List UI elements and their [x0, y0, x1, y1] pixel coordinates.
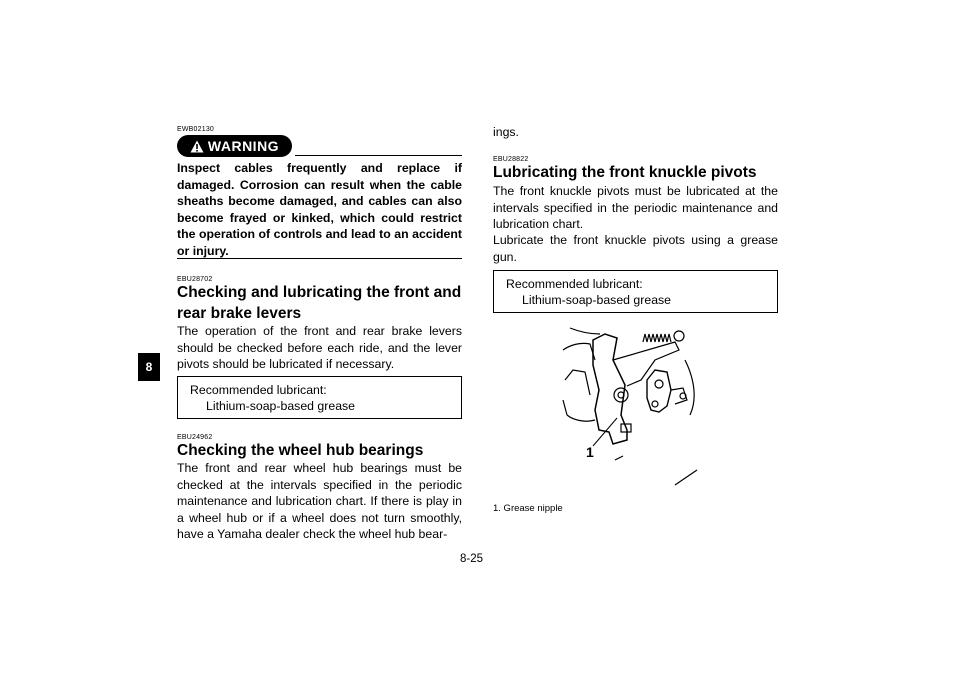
warning-code: EWB02130	[177, 126, 215, 133]
page-number: 8-25	[460, 553, 484, 565]
warning-header	[177, 135, 462, 157]
brake-lubricant-label: Recommended lubricant:	[190, 383, 327, 397]
knuckle-lubricant-box	[493, 270, 778, 313]
knuckle-lubricant-label: Recommended lubricant:	[506, 277, 643, 291]
knuckle-pivot-illustration	[555, 320, 705, 495]
hub-section-text: The front and rear wheel hub bearings must be checked at the intervals specified in the periodic maintenance and lubrication chart. If there is play in a wheel hub or if a wheel does not turn smoothly, have a Yamaha dealer check the wheel hub bear-	[177, 461, 462, 541]
hub-section-title: Checking the wheel hub bearings	[177, 442, 424, 459]
warning-rule	[295, 155, 462, 156]
warning-triangle-icon	[190, 140, 204, 153]
knuckle-section-title: Lubricating the front knuckle pivots	[493, 164, 757, 181]
knuckle-section-text-2: Lubricate the front knuckle pivots using a grease gun.	[493, 233, 778, 264]
hub-section-code: EBU24962	[177, 434, 213, 441]
warning-badge	[177, 135, 292, 157]
knuckle-section-code: EBU28822	[493, 156, 529, 163]
section-tab: 8	[138, 353, 160, 381]
brake-section-title-line2: rear brake levers	[177, 305, 302, 322]
brake-section-text: The operation of the front and rear brake levers should be checked before each ride, and the lever pivots should be lubricated if necessary.	[177, 324, 462, 371]
figure-caption: 1. Grease nipple	[493, 503, 563, 514]
brake-section-title-line1: Checking and lubricating the front and	[177, 284, 462, 301]
brake-lubricant-box	[177, 376, 462, 419]
knuckle-section-text-1: The front knuckle pivots must be lubricated at the intervals specified in the periodic maintenance and lubrication chart.	[493, 184, 778, 231]
knuckle-lubricant-value: Lithium-soap-based grease	[522, 293, 672, 307]
brake-section-code: EBU28702	[177, 276, 213, 283]
warning-label: WARNING	[207, 138, 280, 154]
brake-lubricant-value: Lithium-soap-based grease	[206, 399, 356, 413]
warning-bottom-rule	[177, 258, 462, 259]
continued-text: ings.	[493, 125, 519, 139]
callout-number: 1	[586, 444, 594, 460]
warning-text: Inspect cables frequently and replace if damaged. Corrosion can result when the cable sheaths become damaged, and cables can also become frayed or kinked, which could restrict the operation of controls and lead to an accident or injury.	[177, 161, 462, 258]
